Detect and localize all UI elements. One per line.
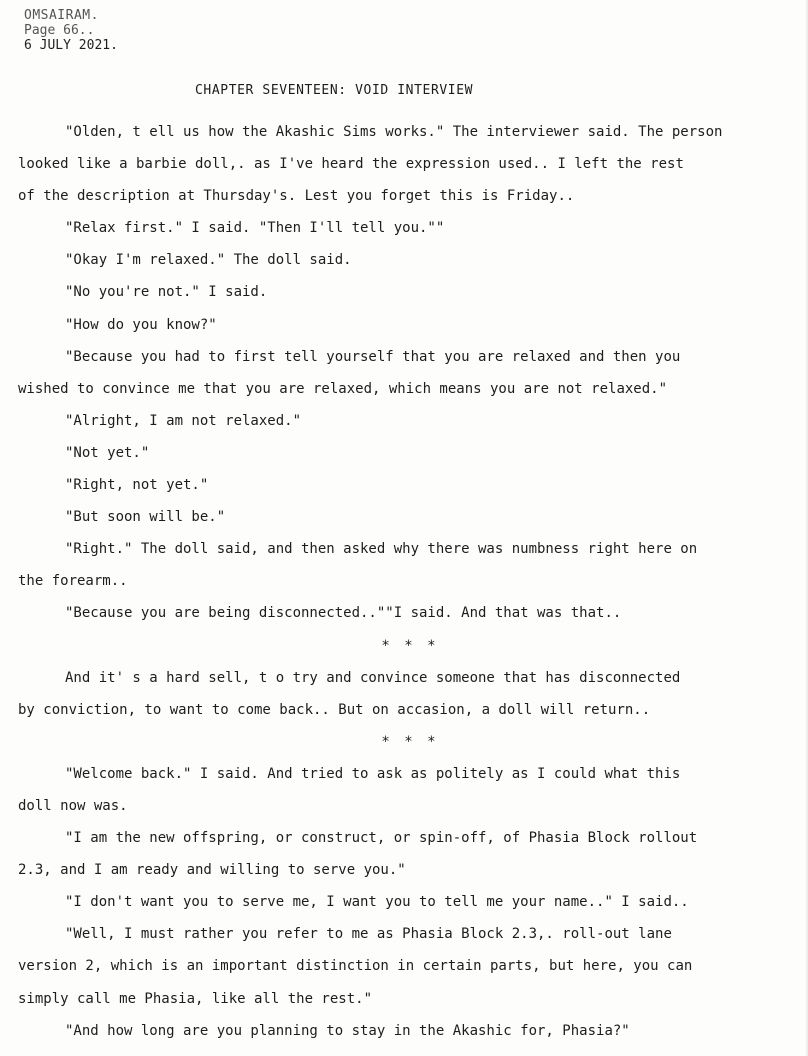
text-line: by conviction, to want to come back.. But on accasion, a doll will return.. — [18, 701, 651, 718]
text-line: "How do you know?" — [65, 316, 217, 333]
chapter-title: CHAPTER SEVENTEEN: VOID INTERVIEW — [195, 83, 474, 98]
header-date: 6 JULY 2021. — [24, 38, 118, 53]
text-line: doll now was. — [18, 797, 128, 814]
text-line: the forearm.. — [18, 573, 128, 590]
text-line: "Alright, I am not relaxed." — [65, 412, 302, 429]
header-page-number: Page 66.. — [24, 23, 95, 38]
header-title: OMSAIRAM. — [24, 8, 99, 23]
text-line: "But soon will be." — [65, 509, 226, 526]
text-line: "Because you are being disconnected..""I said. And that was that.. — [65, 605, 622, 622]
text-line: simply call me Phasia, like all the rest." — [18, 990, 373, 1007]
text-line: version 2, which is an important distinction in certain parts, but here, you can — [18, 958, 693, 975]
text-line: "Relax first." I said. "Then I'll tell you."" — [65, 220, 445, 237]
text-line: 2.3, and I am ready and willing to serve you." — [18, 862, 406, 879]
section-break: * * * — [381, 733, 439, 750]
text-line: "Right, not yet." — [65, 477, 209, 494]
text-line: "Right." The doll said, and then asked why there was numbness right here on — [65, 541, 698, 558]
text-line: "I don't want you to serve me, I want you to tell me your name.." I said.. — [65, 894, 689, 911]
text-line: "Well, I must rather you refer to me as Phasia Block 2.3,. roll-out lane — [65, 926, 672, 943]
page-header — [24, 8, 118, 53]
text-line: of the description at Thursday's. Lest you forget this is Friday.. — [18, 188, 575, 205]
text-line: "I am the new offspring, or construct, or spin-off, of Phasia Block rollout — [65, 830, 698, 847]
text-line: wished to convince me that you are relaxed, which means you are not relaxed." — [18, 380, 668, 397]
text-line: looked like a barbie doll,. as I've heard the expression used.. I left the rest — [18, 156, 684, 173]
text-line: "And how long are you planning to stay in the Akashic for, Phasia?" — [65, 1022, 630, 1039]
text-line: "Olden, t ell us how the Akashic Sims works." The interviewer said. The person — [65, 124, 723, 140]
section-break: * * * — [381, 637, 439, 654]
text-line: "Not yet." — [65, 444, 150, 461]
text-line: "Because you had to first tell yourself that you are relaxed and then you — [65, 348, 681, 365]
text-line: "Welcome back." I said. And tried to ask as politely as I could what this — [65, 765, 681, 782]
text-line: And it' s a hard sell, t o try and convince someone that has disconnected — [65, 669, 681, 686]
text-line: "Okay I'm relaxed." The doll said. — [65, 252, 352, 269]
body-text — [18, 116, 804, 1047]
text-line: "No you're not." I said. — [65, 284, 268, 301]
